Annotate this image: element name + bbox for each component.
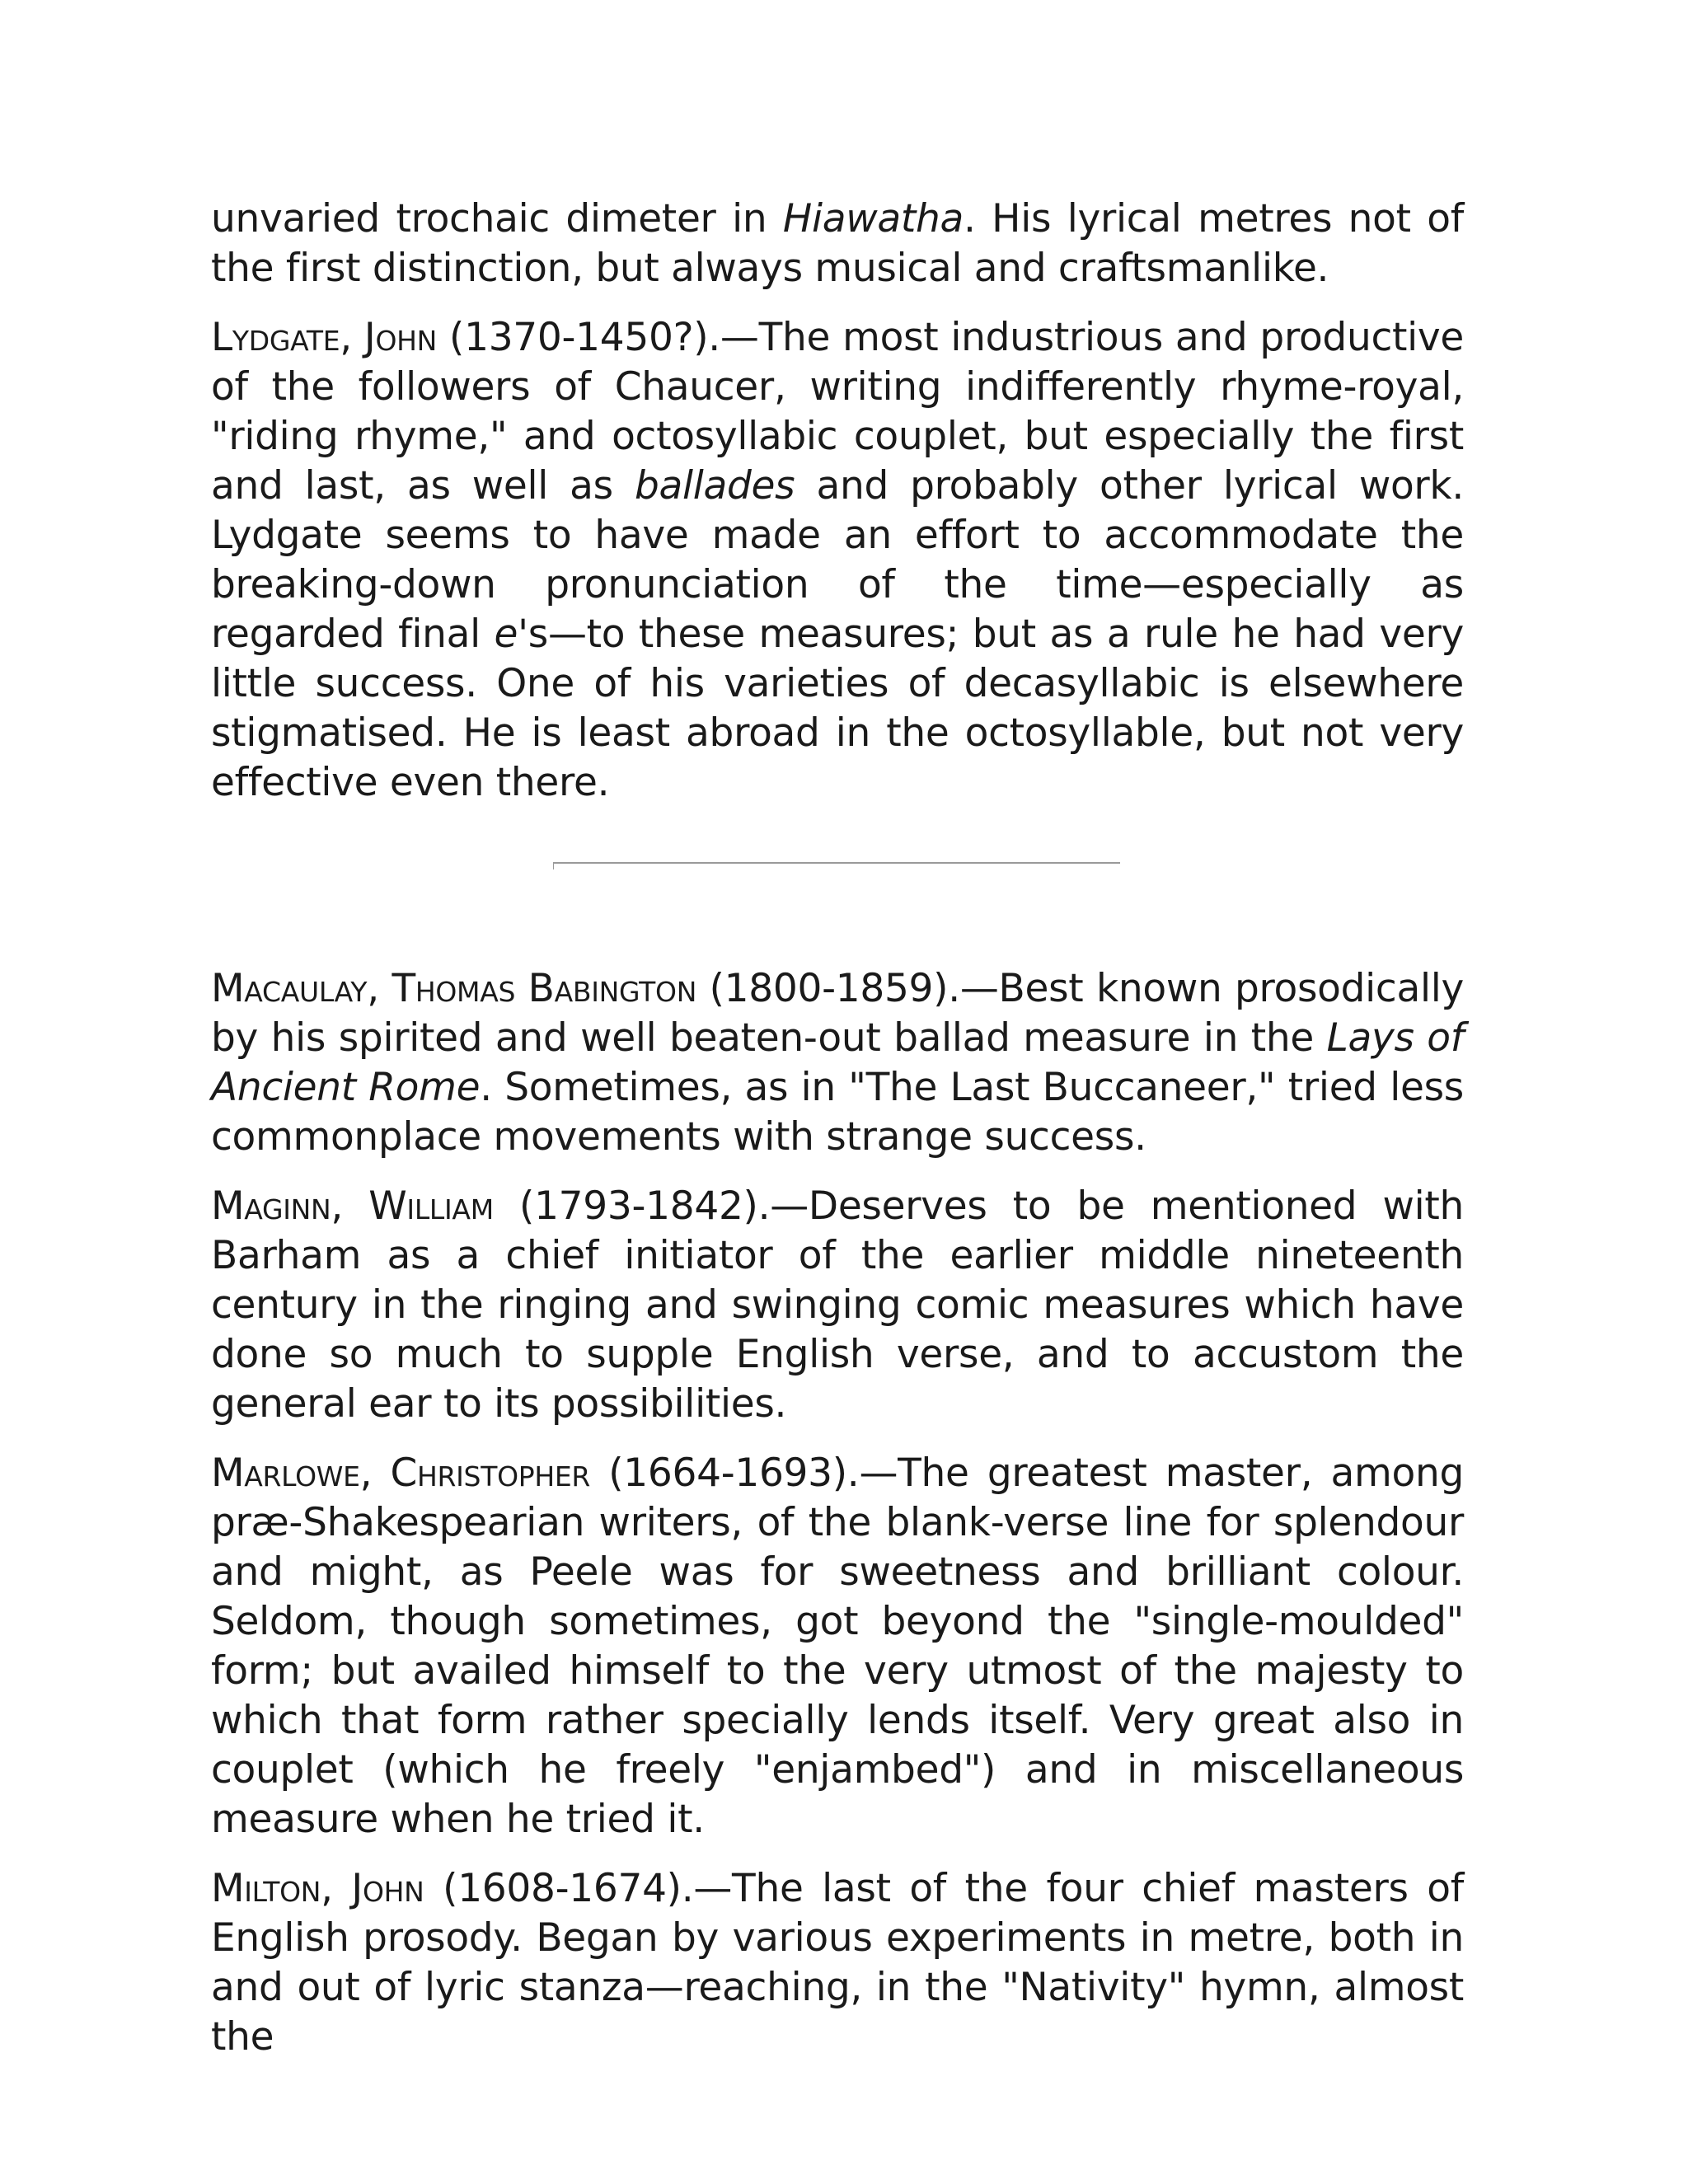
work-title: Lays of Ancient Rome <box>211 1015 1464 1110</box>
emphasis-letter: e <box>494 612 518 657</box>
entry-surname: Marlowe <box>211 1451 360 1496</box>
entry-macaulay: Macaulay, Thomas Babington (1800-1859).—Best known prosodically by his spirited and well beaten-out ballad measure in the Lays of Ancient Rome. Sometimes, as in "The Last Buccaneer," tried less commonplace movements with strange success. <box>211 966 1464 1160</box>
entry-text: . Sometimes, as in "The Last Buccaneer," tried less commonplace movements with strange success. <box>211 1065 1464 1160</box>
emphasis-term: ballades <box>634 463 795 509</box>
entry-text: (1800-1859).—Best known prosodically by his spirited and well beaten-out ballad measure in the <box>211 966 1464 1061</box>
entry-text: and probably other lyrical work. Lydgate seems to have made an effort to accommodate the breaking-down pronunciation of the time—especially as regarded final <box>211 463 1464 657</box>
entry-forename: John <box>363 315 438 360</box>
page-body <box>211 194 1464 2082</box>
entry-forename: William <box>368 1183 494 1229</box>
entry-text: 's—to these measures; but as a rule he had very little success. One of his varieties of decasyllabic is elsewhere stigmatised. He is least abroad in the octosyllable, but not very effective even there. <box>211 612 1465 805</box>
entry-milton: Milton, John (1608-1674).—The last of the four chief masters of English prosody. Began by various experiments in metre, both in and out of lyric stanza—reaching, in the "Nativity" hymn, almost the <box>211 1866 1464 2060</box>
divider-rule <box>553 862 1120 864</box>
entry-longfellow-continuation <box>211 194 1464 293</box>
work-title: Hiawatha <box>782 196 964 241</box>
entry-text: unvaried trochaic dimeter in <box>211 196 783 241</box>
entry-forename: John <box>351 1866 424 1911</box>
entry-surname: Macaulay <box>211 966 368 1011</box>
section-divider <box>211 827 1464 964</box>
entry-surname: Lydgate <box>211 315 340 360</box>
entry-marlowe: Marlowe, Christopher (1664-1693).—The greatest master, among præ-Shakespearian writers, of the blank-verse line for splendour and might, as Peele was for sweetness and brilliant colour. Seldom, though sometimes, got beyond the "single-moulded" form; but availed himself to the very utmost of the majesty to which that form rather specially lends itself. Very great also in couplet (which he freely "enjambed") and in miscellaneous measure when he tried it. <box>211 1451 1464 1842</box>
entry-text: (1370-1450?).—The most industrious and productive of the followers of Chaucer, writing indifferently rhyme-royal, "riding rhyme," and octosyllabic couplet, but especially the first and last, as well as <box>211 315 1464 509</box>
entry-forename: Christopher <box>390 1451 591 1496</box>
entry-lydgate: Lydgate, John (1370-1450?).—The most industrious and productive of the followers of Chaucer, writing indifferently rhyme-royal, "riding rhyme," and octosyllabic couplet, but especially the first and last, as well as ballades and probably other lyrical work. Lydgate seems to have made an effort to accommodate the breaking-down pronunciation of the time—especially as regarded final e's—to these measures; but as a rule he had very little success. One of his varieties of decasyllabic is elsewhere stigmatised. He is least abroad in the octosyllable, but not very effective even there. <box>211 315 1465 805</box>
entry-surname: Maginn <box>211 1183 331 1229</box>
entry-text: (1664-1693).—The greatest master, among præ-Shakespearian writers, of the blank-verse line for splendour and might, as Peele was for sweetness and brilliant colour. Seldom, though sometimes, got beyond the "single-moulded" form; but availed himself to the very utmost of the majesty to which that form rather specially lends itself. Very great also in couplet (which he freely "enjambed") and in miscellaneous measure when he tried it. <box>211 1451 1464 1842</box>
entry-text: (1608-1674).—The last of the four chief masters of English prosody. Began by various experiments in metre, both in and out of lyric stanza—reaching, in the "Nativity" hymn, almost the <box>211 1866 1464 2060</box>
entry-maginn: Maginn, William (1793-1842).—Deserves to be mentioned with Barham as a chief initiator of the earlier middle nineteenth century in the ringing and swinging comic measures which have done so much to supple English verse, and to accustom the general ear to its possibilities. <box>211 1183 1465 1427</box>
entry-text: . His lyrical metres not of the first distinction, but always musical and craftsmanlike. <box>211 196 1464 291</box>
entry-forename: Thomas Babington <box>392 966 697 1011</box>
entry-text: (1793-1842).—Deserves to be mentioned with Barham as a chief initiator of the earlier middle nineteenth century in the ringing and swinging comic measures which have done so much to supple English verse, and to accustom the general ear to its possibilities. <box>211 1183 1465 1427</box>
entry-surname: Milton <box>211 1866 321 1911</box>
